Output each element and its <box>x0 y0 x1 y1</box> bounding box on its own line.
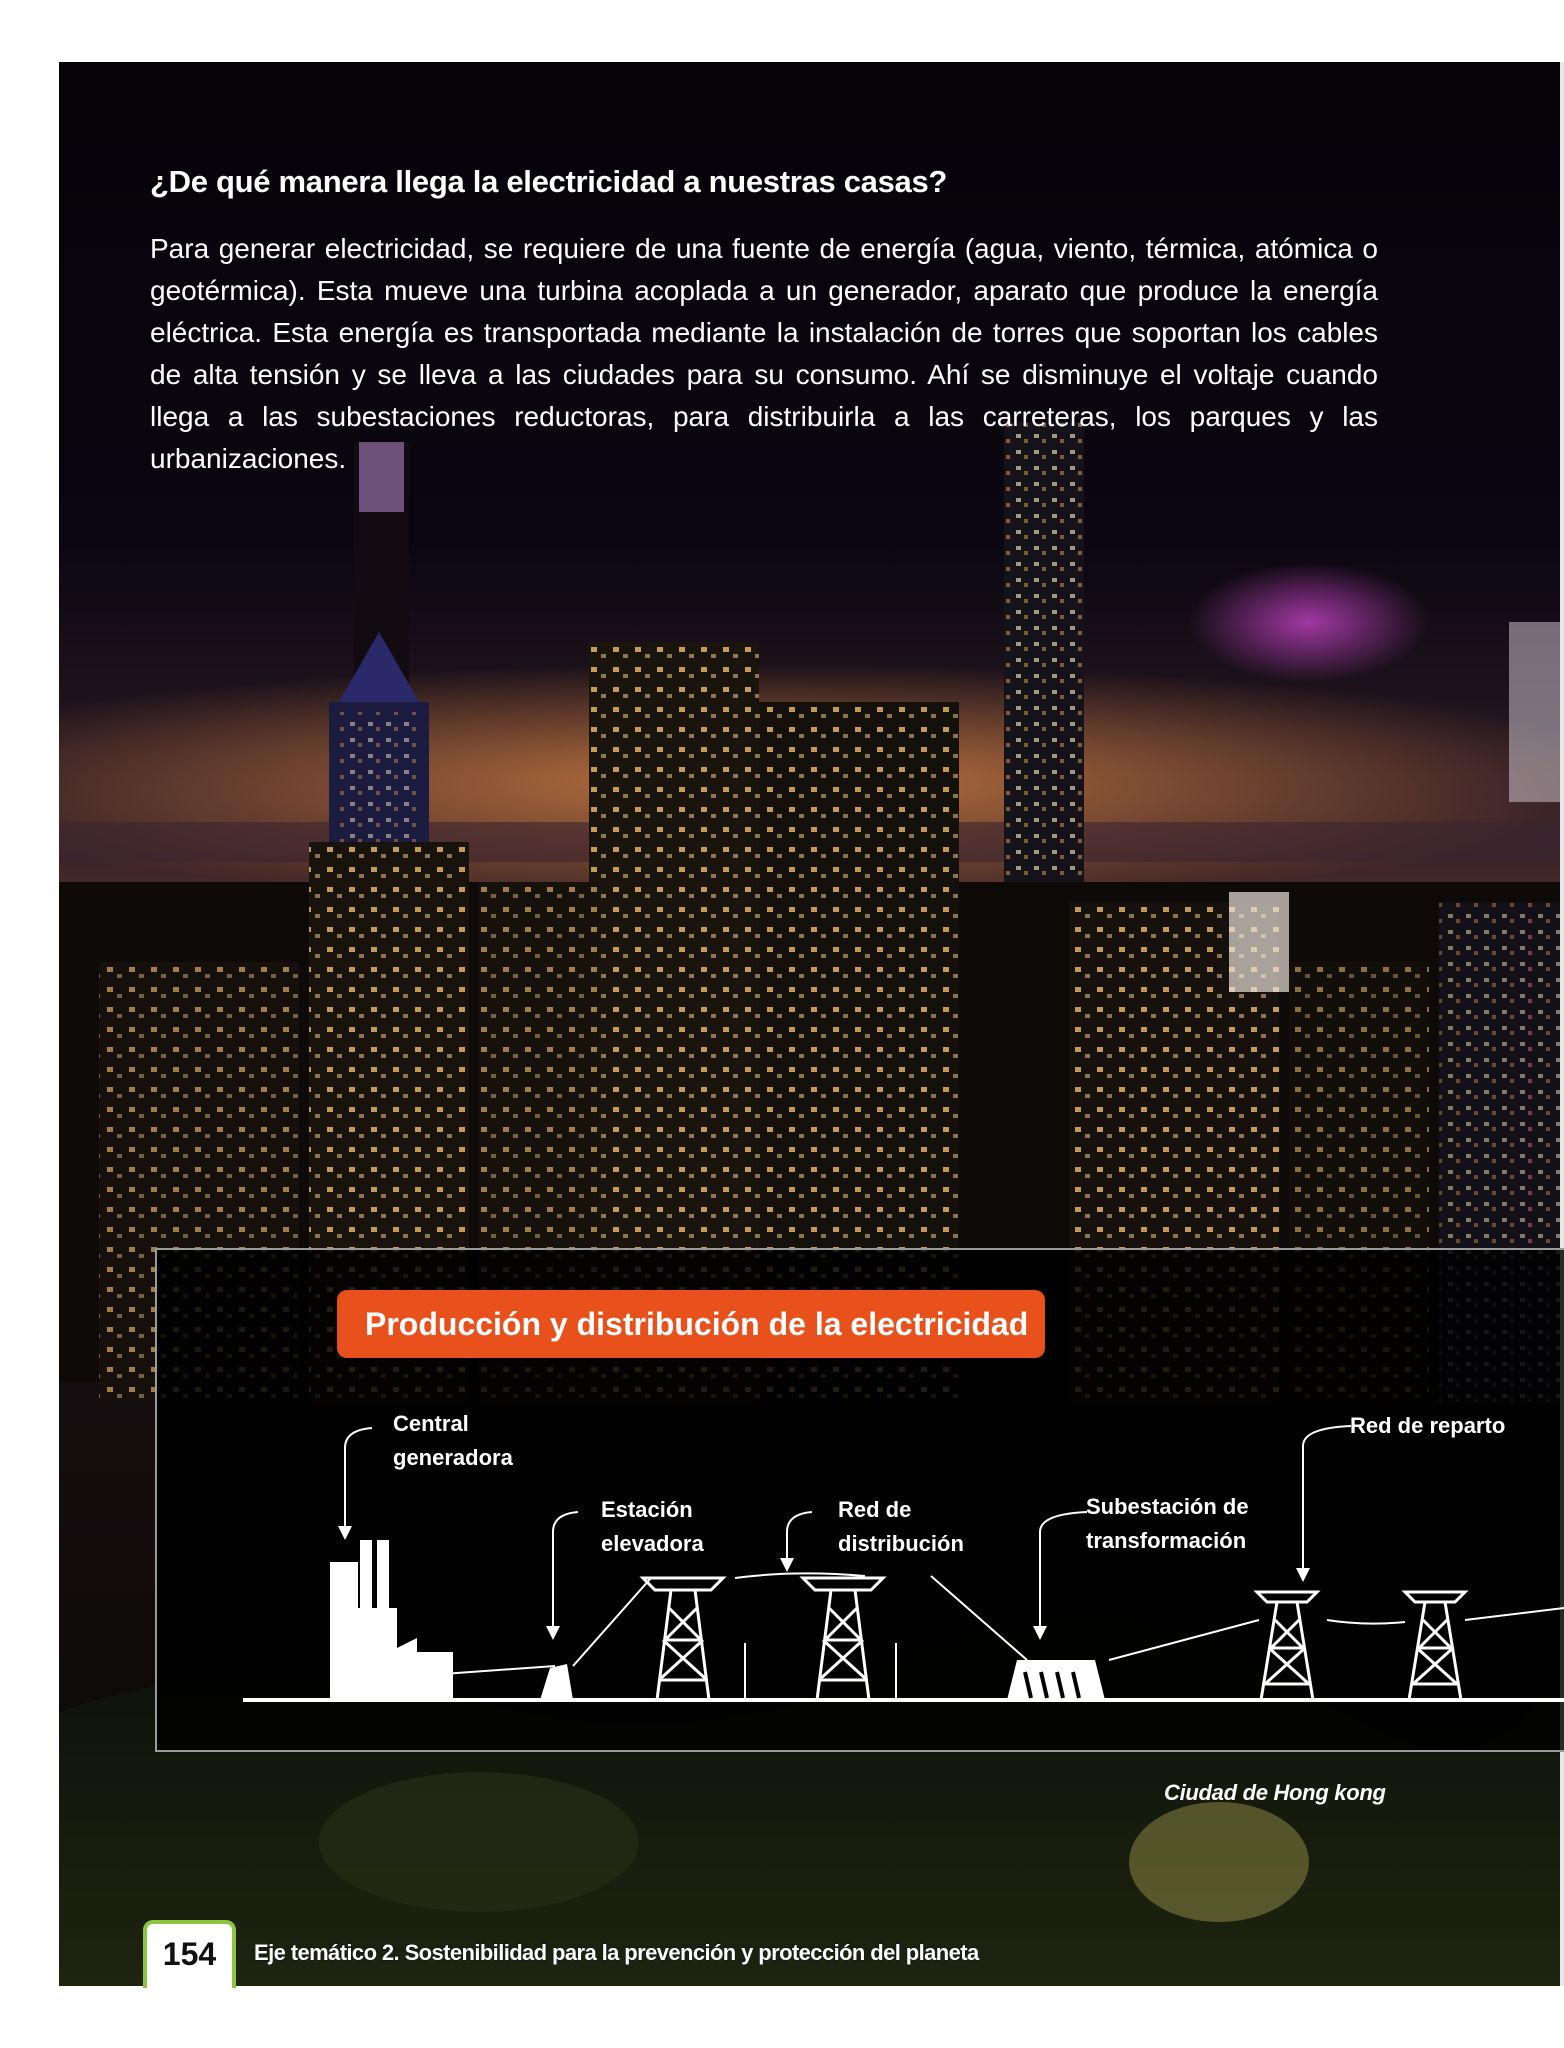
label-red-distribucion <box>838 1493 964 1561</box>
label-estacion-line2: elevadora <box>601 1531 704 1556</box>
label-subest-line1: Subestación de <box>1086 1494 1249 1519</box>
label-subestacion <box>1086 1490 1249 1558</box>
label-estacion-elevadora <box>601 1493 704 1561</box>
label-red-reparto: Red de reparto <box>1350 1413 1506 1438</box>
label-central-line2: generadora <box>393 1445 513 1470</box>
label-red-dist-line2: distribución <box>838 1531 964 1556</box>
body-paragraph: Para generar electricidad, se requiere de una fuente de energía (agua, viento, térmica, atómica o geotérmica). Esta mueve una turbina acoplada a un generador, aparato que produce la energía eléctrica. Esta energía es transportada mediante la instalación de torres que soportan los cables de alta tensión y se lleva a las ciudades para su consumo. Ahí se disminuye el voltaje cuando llega a las subestaciones reductoras, para distribuirla a las carreteras, los parques y las urbanizaciones. <box>150 233 1378 474</box>
label-estacion-line1: Estación <box>601 1497 693 1522</box>
section-heading: ¿De qué manera llega la electricidad a nuestras casas? <box>150 164 948 199</box>
photo-caption: Ciudad de Hong kong <box>1164 1780 1386 1805</box>
label-central-line1: Central <box>393 1411 469 1436</box>
diagram-title: Producción y distribución de la electricidad <box>337 1290 1045 1358</box>
label-red-dist-line1: Red de <box>838 1497 912 1522</box>
page-number: 154 <box>143 1920 236 1988</box>
label-subest-line2: transformación <box>1086 1528 1247 1553</box>
footer-section-title: Eje temático 2. Sostenibilidad para la prevención y protección del planeta <box>254 1940 979 1965</box>
label-central-generadora <box>393 1407 513 1475</box>
